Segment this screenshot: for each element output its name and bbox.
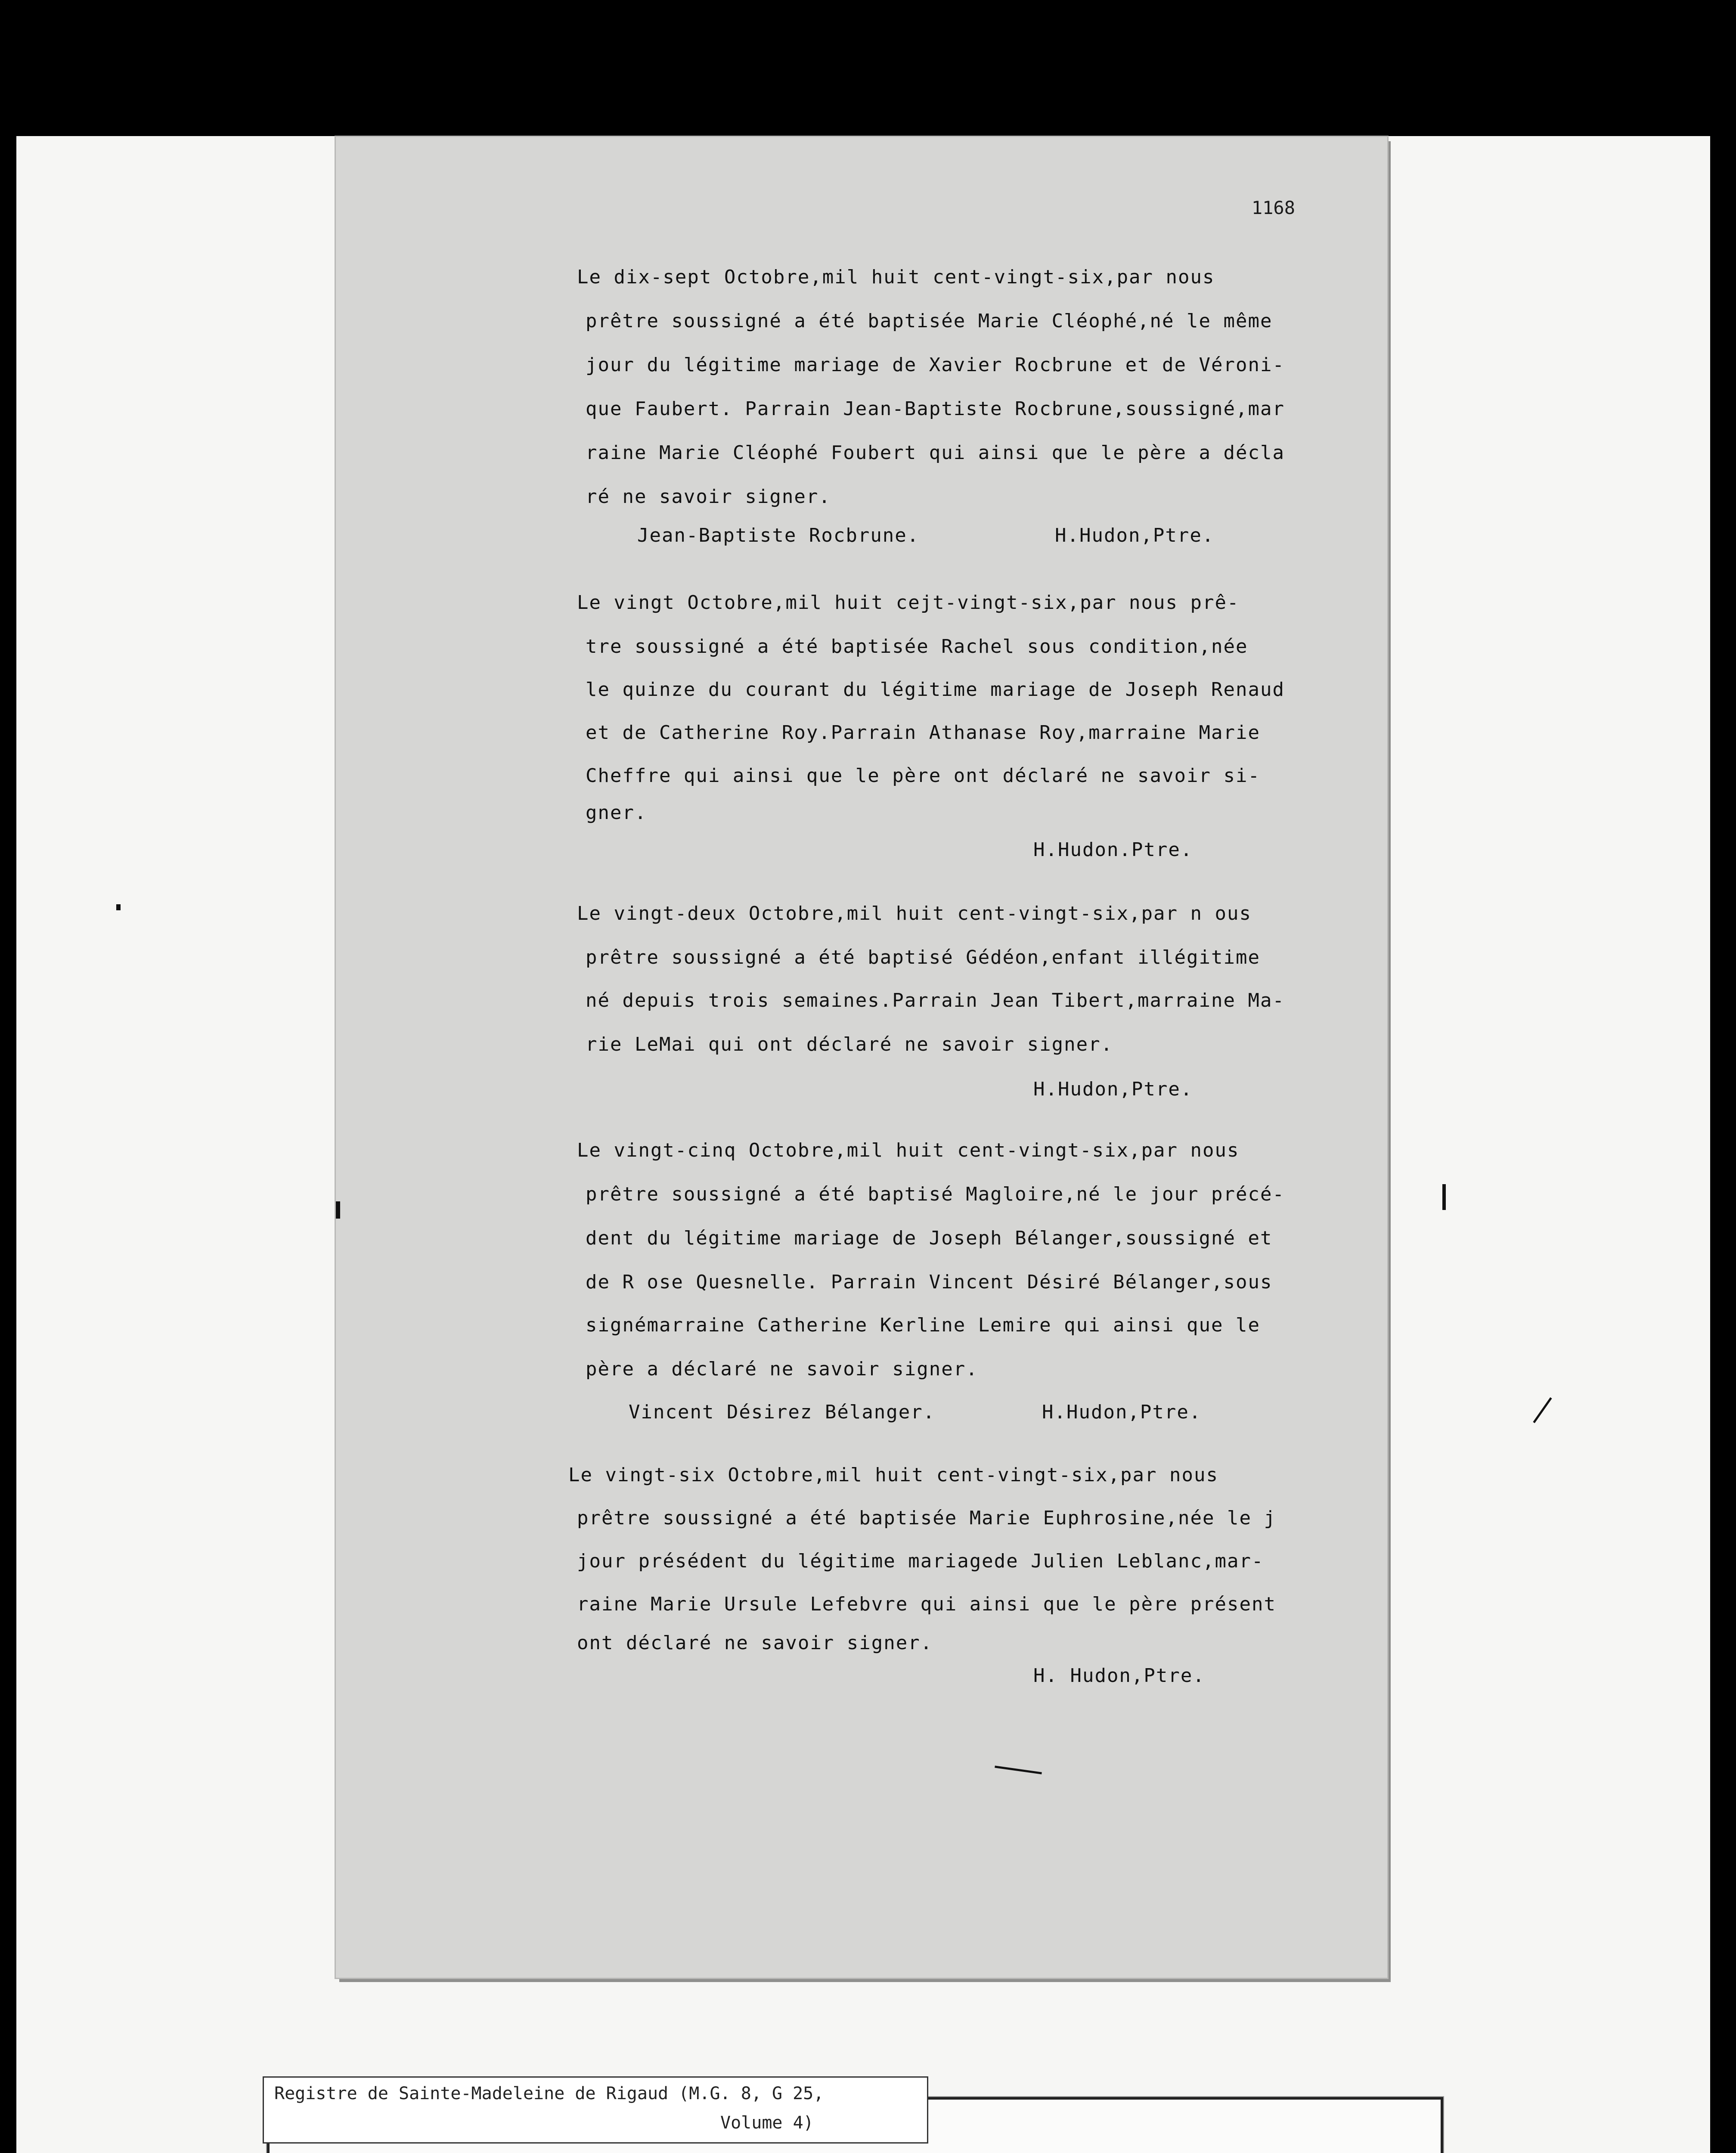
page-number: 1168 [1251,197,1295,218]
entry-line: Le vingt-cinq Octobre,mil huit cent-vingt-six,par nous [577,1139,1240,1161]
entry-line: jour du légitime mariage de Xavier Rocbrune et de Véroni- [586,354,1285,376]
ink-mark [995,1765,1042,1774]
entry-line: jour présédent du légitime mariagede Julien Leblanc,mar- [577,1550,1264,1572]
entry-line: né depuis trois semaines.Parrain Jean Tibert,marraine Ma- [586,990,1285,1011]
film-speck [116,904,121,910]
priest-signature: H.Hudon.Ptre. [1033,839,1193,861]
reference-slip [263,2076,928,2144]
entry-line: Le vingt-deux Octobre,mil huit cent-vingt-six,par n ous [577,903,1252,924]
reference-line: Registre de Sainte-Madeleine de Rigaud (M.G. 8, G 25, [274,2084,824,2103]
entry-line: rie LeMai qui ont déclaré ne savoir signer. [586,1033,1113,1055]
godparent-signature: Vincent Désirez Bélanger. [629,1401,936,1423]
priest-signature: H.Hudon,Ptre. [1033,1078,1193,1100]
entry-line: Le vingt Octobre,mil huit cejt-vingt-six,par nous prê- [577,592,1240,614]
entry-line: que Faubert. Parrain Jean-Baptiste Rocbrune,soussigné,mar [586,398,1285,420]
priest-signature: H. Hudon,Ptre. [1033,1665,1205,1687]
film-speck [336,1201,340,1219]
entry-line: prêtre soussigné a été baptisée Marie Cléophé,né le même [586,310,1273,332]
entry-line: raine Marie Ursule Lefebvre qui ainsi que le père présent [577,1593,1276,1615]
entry-line: raine Marie Cléophé Foubert qui ainsi que le père a décla [586,442,1285,464]
entry-line: gner. [586,802,647,824]
entry-line: dent du légitime mariage de Joseph Bélanger,soussigné et [586,1227,1273,1249]
entry-line: Cheffre qui ainsi que le père ont déclaré ne savoir si- [586,765,1260,787]
entry-line: le quinze du courant du légitime mariage de Joseph Renaud [586,679,1285,701]
entry-line: ont déclaré ne savoir signer. [577,1632,933,1654]
entry-line: de R ose Quesnelle. Parrain Vincent Désiré Bélanger,sous [586,1271,1273,1293]
entry-line: prêtre soussigné a été baptisée Marie Euphrosine,née le j [577,1507,1276,1529]
entry-line: Le vingt-six Octobre,mil huit cent-vingt-six,par nous [568,1464,1218,1486]
entry-line: signémarraine Catherine Kerline Lemire qui ainsi que le [586,1314,1260,1336]
entry-line: Le dix-sept Octobre,mil huit cent-vingt-six,par nous [577,266,1215,288]
godparent-signature: Jean-Baptiste Rocbrune. [637,524,920,546]
reference-line: Volume 4) [720,2113,814,2133]
entry-line: ré ne savoir signer. [586,486,831,508]
film-speck [1442,1184,1446,1210]
entry-line: prêtre soussigné a été baptisé Gédéon,enfant illégitime [586,946,1260,968]
priest-signature: H.Hudon,Ptre. [1055,524,1215,546]
entry-line: et de Catherine Roy.Parrain Athanase Roy,marraine Marie [586,722,1260,744]
register-page [336,137,1387,1978]
entry-line: prêtre soussigné a été baptisé Magloire,né le jour précé- [586,1183,1285,1205]
priest-signature: H.Hudon,Ptre. [1042,1401,1202,1423]
entry-line: tre soussigné a été baptisée Rachel sous condition,née [586,636,1248,658]
entry-line: père a déclaré ne savoir signer. [586,1358,978,1380]
